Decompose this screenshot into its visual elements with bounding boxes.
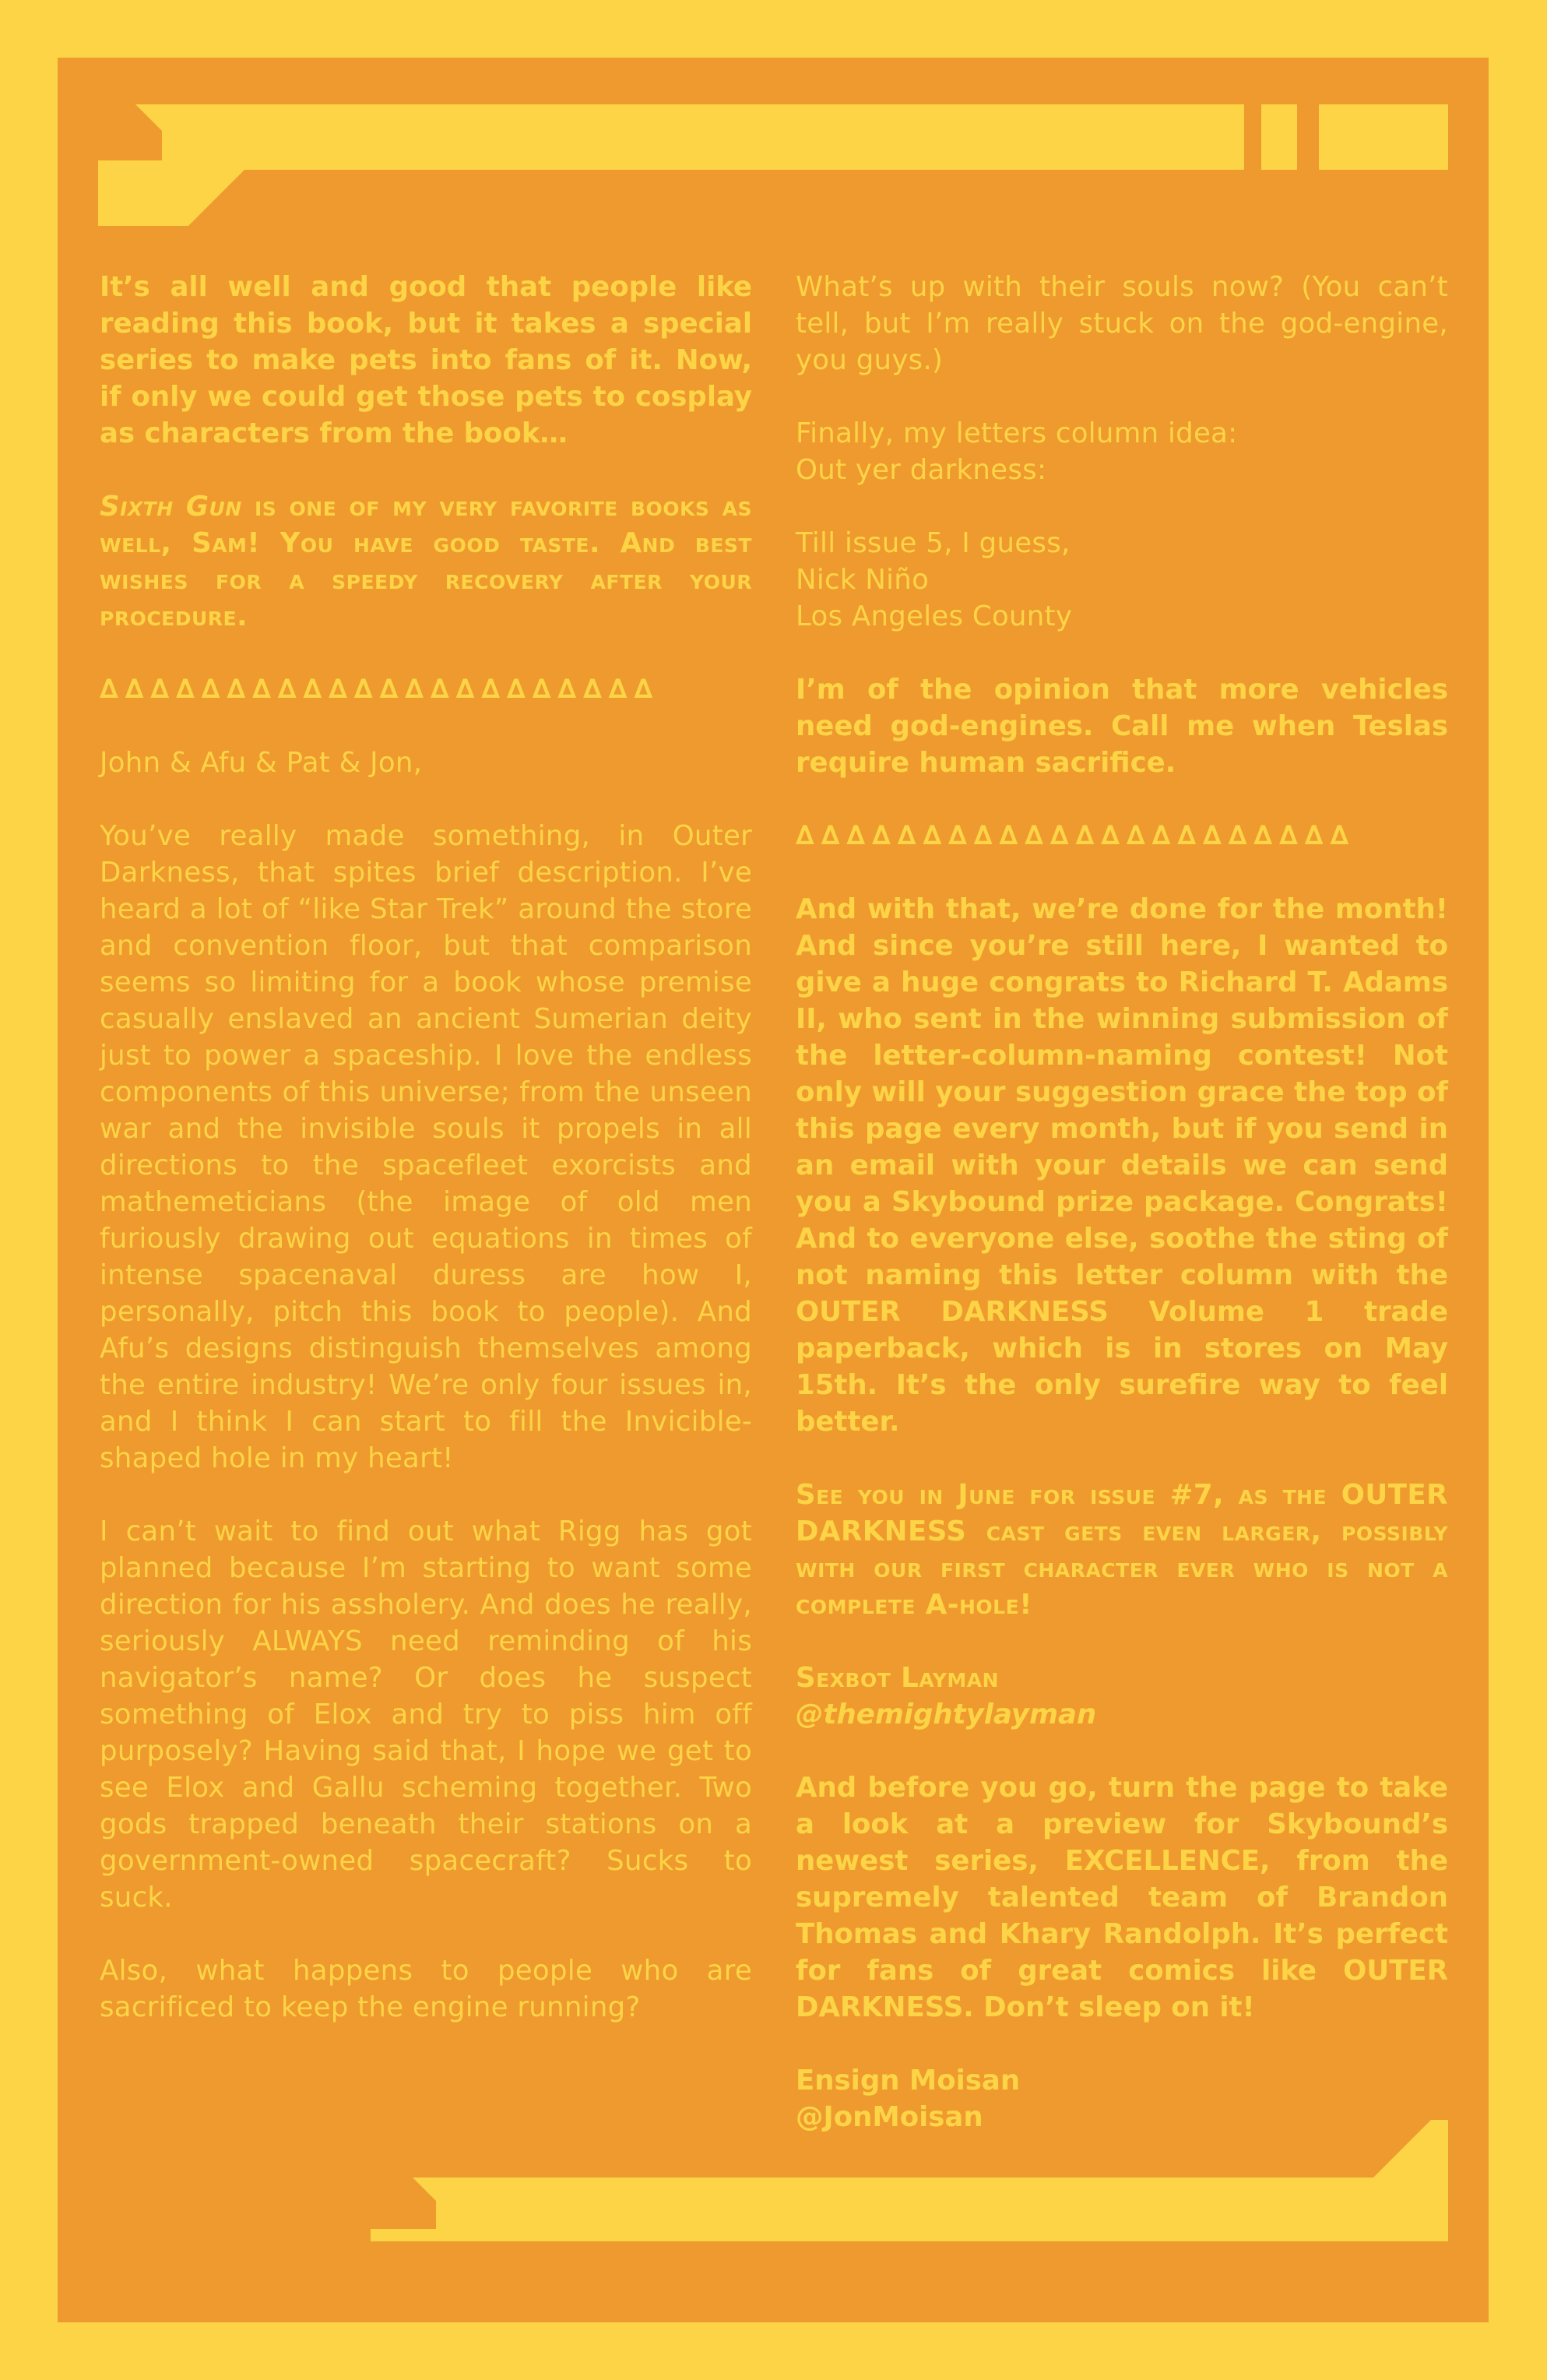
top-frame-block-1 [1261, 104, 1297, 170]
editor-handle[interactable]: @JonMoisan [796, 2101, 983, 2133]
letter-signature [796, 525, 1448, 635]
reply-sixth-gun [100, 488, 752, 635]
idea-line: Finally, my letters column idea: [796, 417, 1238, 449]
reply-sixth-gun-text: is one of my very favorite books as well, Sam! You have good taste. And best wishes for a speedy recovery after your procedure. [100, 491, 752, 632]
signature-line: Till issue 5, I guess, [796, 527, 1071, 559]
letter-paragraph: What’s up with their souls now? (You can’t tell, but I’m really stuck on the god-engine, you guys.) [796, 271, 1448, 376]
letter-salutation: John & Afu & Pat & Jon, [100, 747, 423, 779]
top-frame-bar [98, 104, 1244, 226]
signature-name: Nick Niño [796, 564, 930, 596]
idea-line: Out yer darkness: [796, 454, 1047, 486]
sixth-gun-title: Sixth Gun [100, 491, 242, 523]
next-issue-text: See you in June for issue #7, as the [796, 1479, 1341, 1511]
next-issue-text: cast gets even larger, possibly with our first character ever who is not a complete A-hole! [796, 1516, 1448, 1621]
editor-signature [796, 2062, 1448, 2135]
left-column [100, 269, 752, 2062]
letter-column-idea [796, 415, 1448, 488]
series-title: OUTER DARKNESS [796, 1479, 1448, 1547]
next-issue-note [796, 1477, 1448, 1623]
triangle-divider: ∆∆∆∆∆∆∆∆∆∆∆∆∆∆∆∆∆∆∆∆∆∆ [796, 820, 1356, 851]
preview-paragraph: And before you go, turn the page to take a look at a preview for Skybound’s newest series, EXCELLENCE, from the supremely talented team of Brandon Thomas and Khary Randolph. It’s perfect for fans of great comics like OUTER DARKNESS. Don’t sleep on it! [796, 1772, 1448, 2023]
editor-name: Sexbot Layman [796, 1662, 999, 1694]
letter-paragraph: Also, what happens to people who are sacrificed to keep the engine running? [100, 1955, 752, 2023]
right-column [796, 269, 1448, 2172]
reply-god-engines: I’m of the opinion that more vehicles need god-engines. Call me when Teslas require human sacrifice. [796, 674, 1448, 779]
editor-name: Ensign Moisan [796, 2065, 1021, 2097]
signature-location: Los Angeles County [796, 600, 1073, 632]
triangle-divider: ∆∆∆∆∆∆∆∆∆∆∆∆∆∆∆∆∆∆∆∆∆∆ [100, 674, 660, 705]
editor-signature [796, 1660, 1448, 1733]
letter-paragraph: I can’t wait to find out what Rigg has got planned because I’m starting to want some direction for his assholery. And does he really, seriously ALWAYS need reminding of his navigator’s name? Or does he suspect something of Elox and try to piss him off purposely? Having said that, I hope we get to see Elox and Gallu scheming together. Two gods trapped beneath their stations on a government-owned spacecraft? Sucks to suck. [100, 1516, 752, 1914]
closing-paragraph: And with that, we’re done for the month! And since you’re still here, I wanted to give a huge congrats to Richard T. Adams II, who sent in the winning submission of the letter-column-naming contest! Not only will your suggestion grace the top of this page every month, but if you send in an email with your details we can send you a Skybound prize package. Congrats! And to everyone else, soothe the sting of not naming this letter column with the OUTER DARKNESS Volume 1 trade paperback, which is in stores on May 15th. It’s the only surefire way to feel better. [796, 893, 1448, 1438]
reply-pets: It’s all well and good that people like reading this book, but it takes a special series to make pets into fans of it. Now, if only we could get those pets to cosplay as characters from the book… [100, 271, 752, 449]
editor-handle[interactable]: @themightylayman [796, 1699, 1097, 1730]
letter-paragraph: You’ve really made something, in Outer Darkness, that spites brief description. I’ve heard a lot of “like Star Trek” around the store and convention floor, but that comparison seems so limiting for a book whose premise casually enslaved an ancient Sumerian deity just to power a spaceship. I love the endless components of this universe; from the unseen war and the invisible souls it propels in all directions to the spacefleet exorcists and mathemeticians (the image of old men furiously drawing out equations in times of intense spacenaval duress are how I, personally, pitch this book to people). And Afu’s designs distinguish themselves among the entire industry! We’re only four issues in, and I think I can start to fill the Invicible-shaped hole in my heart! [100, 820, 752, 1474]
top-frame-block-2 [1319, 104, 1448, 170]
